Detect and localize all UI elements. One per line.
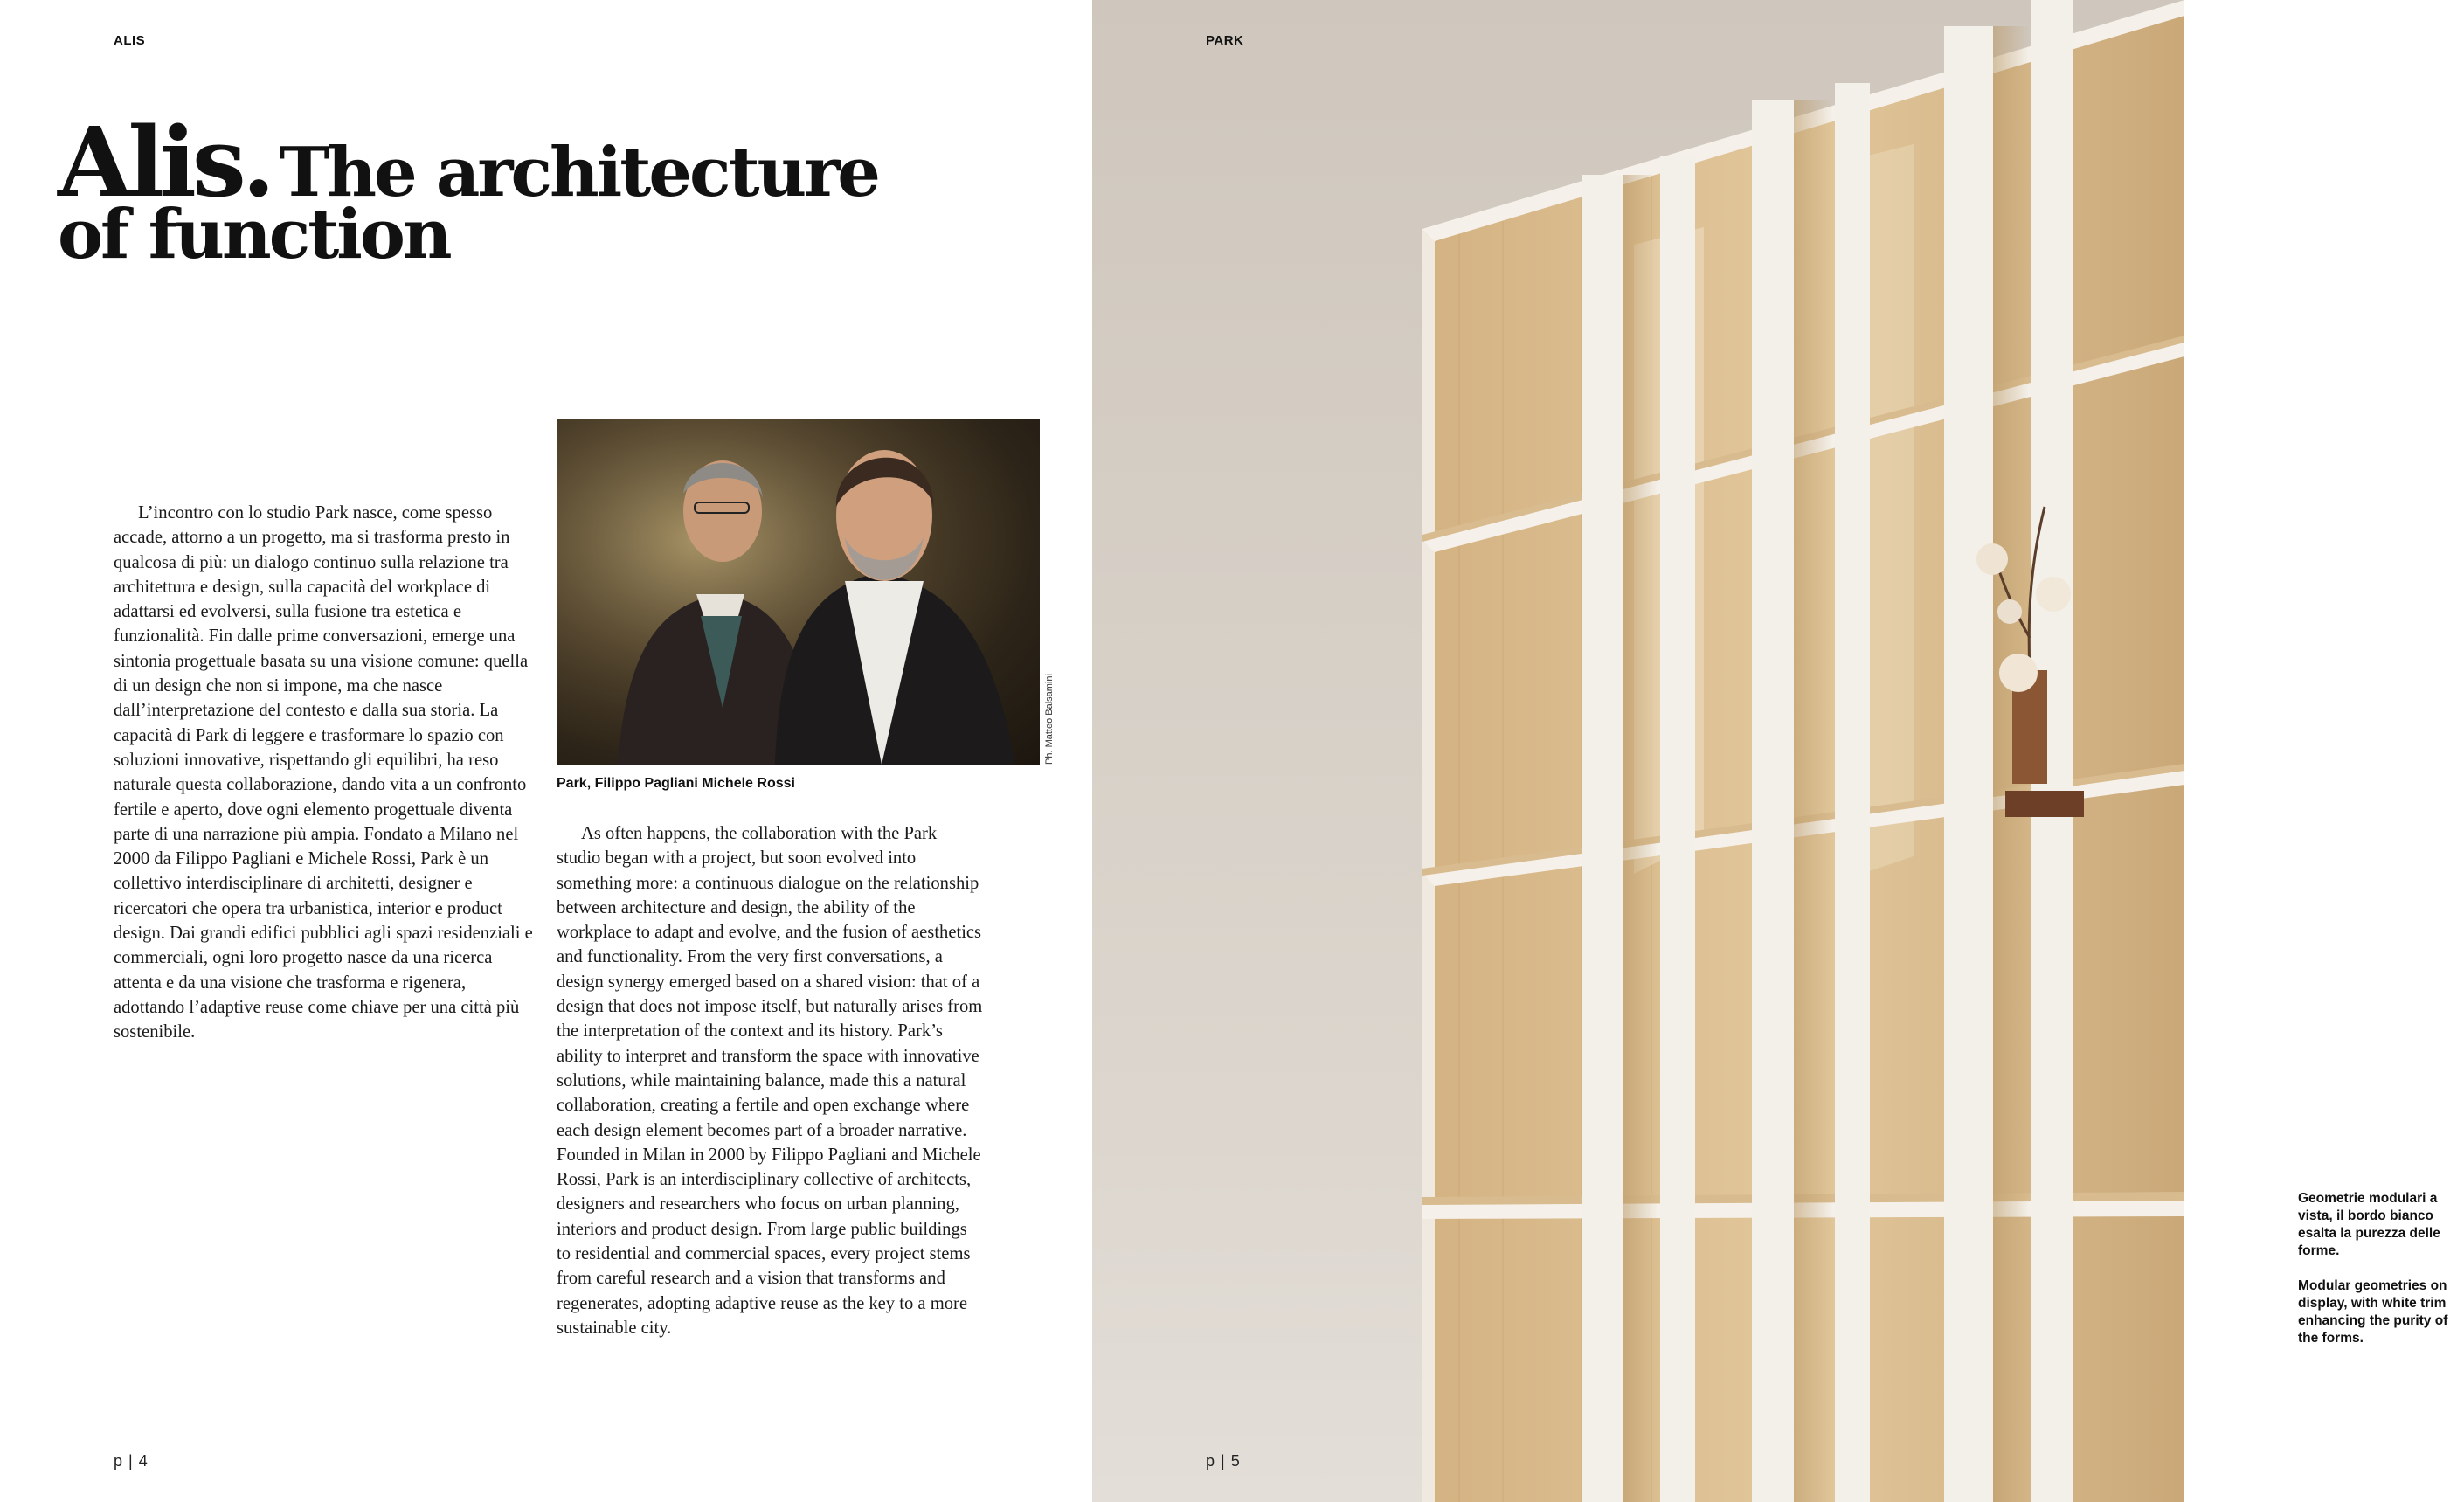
page-number-left: p | 4 [114,1452,149,1470]
english-body-text: As often happens, the collaboration with the Park studio began with a project, but soon evolved into something more: a continuous dialogue on the relationship between architecture and design, the ability of the workplace to adapt and evolve, and the fusion of aesthetics and functionality. From the very first conversations, a design synergy emerged based on a shared vision: that of a design that does not impose itself, but naturally arises from the interpretation of the context and its history. Park’s ability to interpret and transform the space with innovative solutions, while maintaining balance, made this a natural collaboration, creating a fertile and open exchange where each design element becomes part of a broader narrative. Founded in Milan in 2000 by Filippo Pagliani and Michele Rossi, Park is an interdisciplinary collective of architects, designers and researchers who focus on urban planning, interiors and product design. From large public buildings to residential and commercial spaces, every project stems from careful research and a vision that transforms and regenerates, adopting adaptive reuse as the key to a more sustainable city. [557,824,983,1338]
left-page [0,0,1092,1502]
caption-italian: Geometrie modulari a vista, il bordo bianco esalta la purezza delle forme. [2298,1191,2440,1258]
portrait-photo [557,419,1040,765]
bookshelf-illustration [1092,0,2184,1502]
photo-credit: Ph. Matteo Balsamini [1044,674,1055,765]
photo-caption: Park, Filippo Pagliani Michele Rossi [557,776,795,791]
title-brand: Alis. [58,106,272,218]
portrait-illustration [557,419,1040,765]
section-label-alis: ALIS [114,33,146,48]
title-line-1: The architecture [279,133,878,212]
italian-body-text: L’incontro con lo studio Park nasce, come spesso accade, attorno a un progetto, ma si trasforma presto in qualcosa di più: un dialogo continuo sulla relazione tra architettura e design, sulla capacità del workplace di adattarsi ed evolversi, sulla fusione tra estetica e funzionalità. Fin dalle prime conversazioni, emerge una sintonia progettuale basata su una visione comune: quella di un design che non si impone, ma che nasce dall’interpretazione del contesto e dalla sua storia. La capacità di Park di leggere e trasformare lo spazio con soluzioni innovative, rispettando gli equilibri, ha reso naturale questa collaborazione, dando vita a un confronto fertile e aperto, dove ogni elemento progettuale diventa parte di una narrazione più ampia. Fondato a Milano nel 2000 da Filippo Pagliani e Michele Rossi, Park è un collettivo interdisciplinare di architetti, designer e ricercatori che opera tra urbanistica, interior e product design. Dai grandi edifici pubblici agli spazi residenziali e commerciali, ogni loro progetto nasce da una ricerca attenta e da una visione che trasforma e rigenera, adottando l’adaptive reuse come chiave per una città più sostenibile. [114,503,533,1042]
page-number-right: p | 5 [1206,1452,1241,1470]
right-page [1092,0,2448,1502]
section-label-park: PARK [1206,33,1244,48]
caption-english: Modular geometries on display, with white trim enhancing the purity of the forms. [2298,1278,2448,1346]
page-title [58,106,878,274]
title-line-2: of function [58,194,450,274]
